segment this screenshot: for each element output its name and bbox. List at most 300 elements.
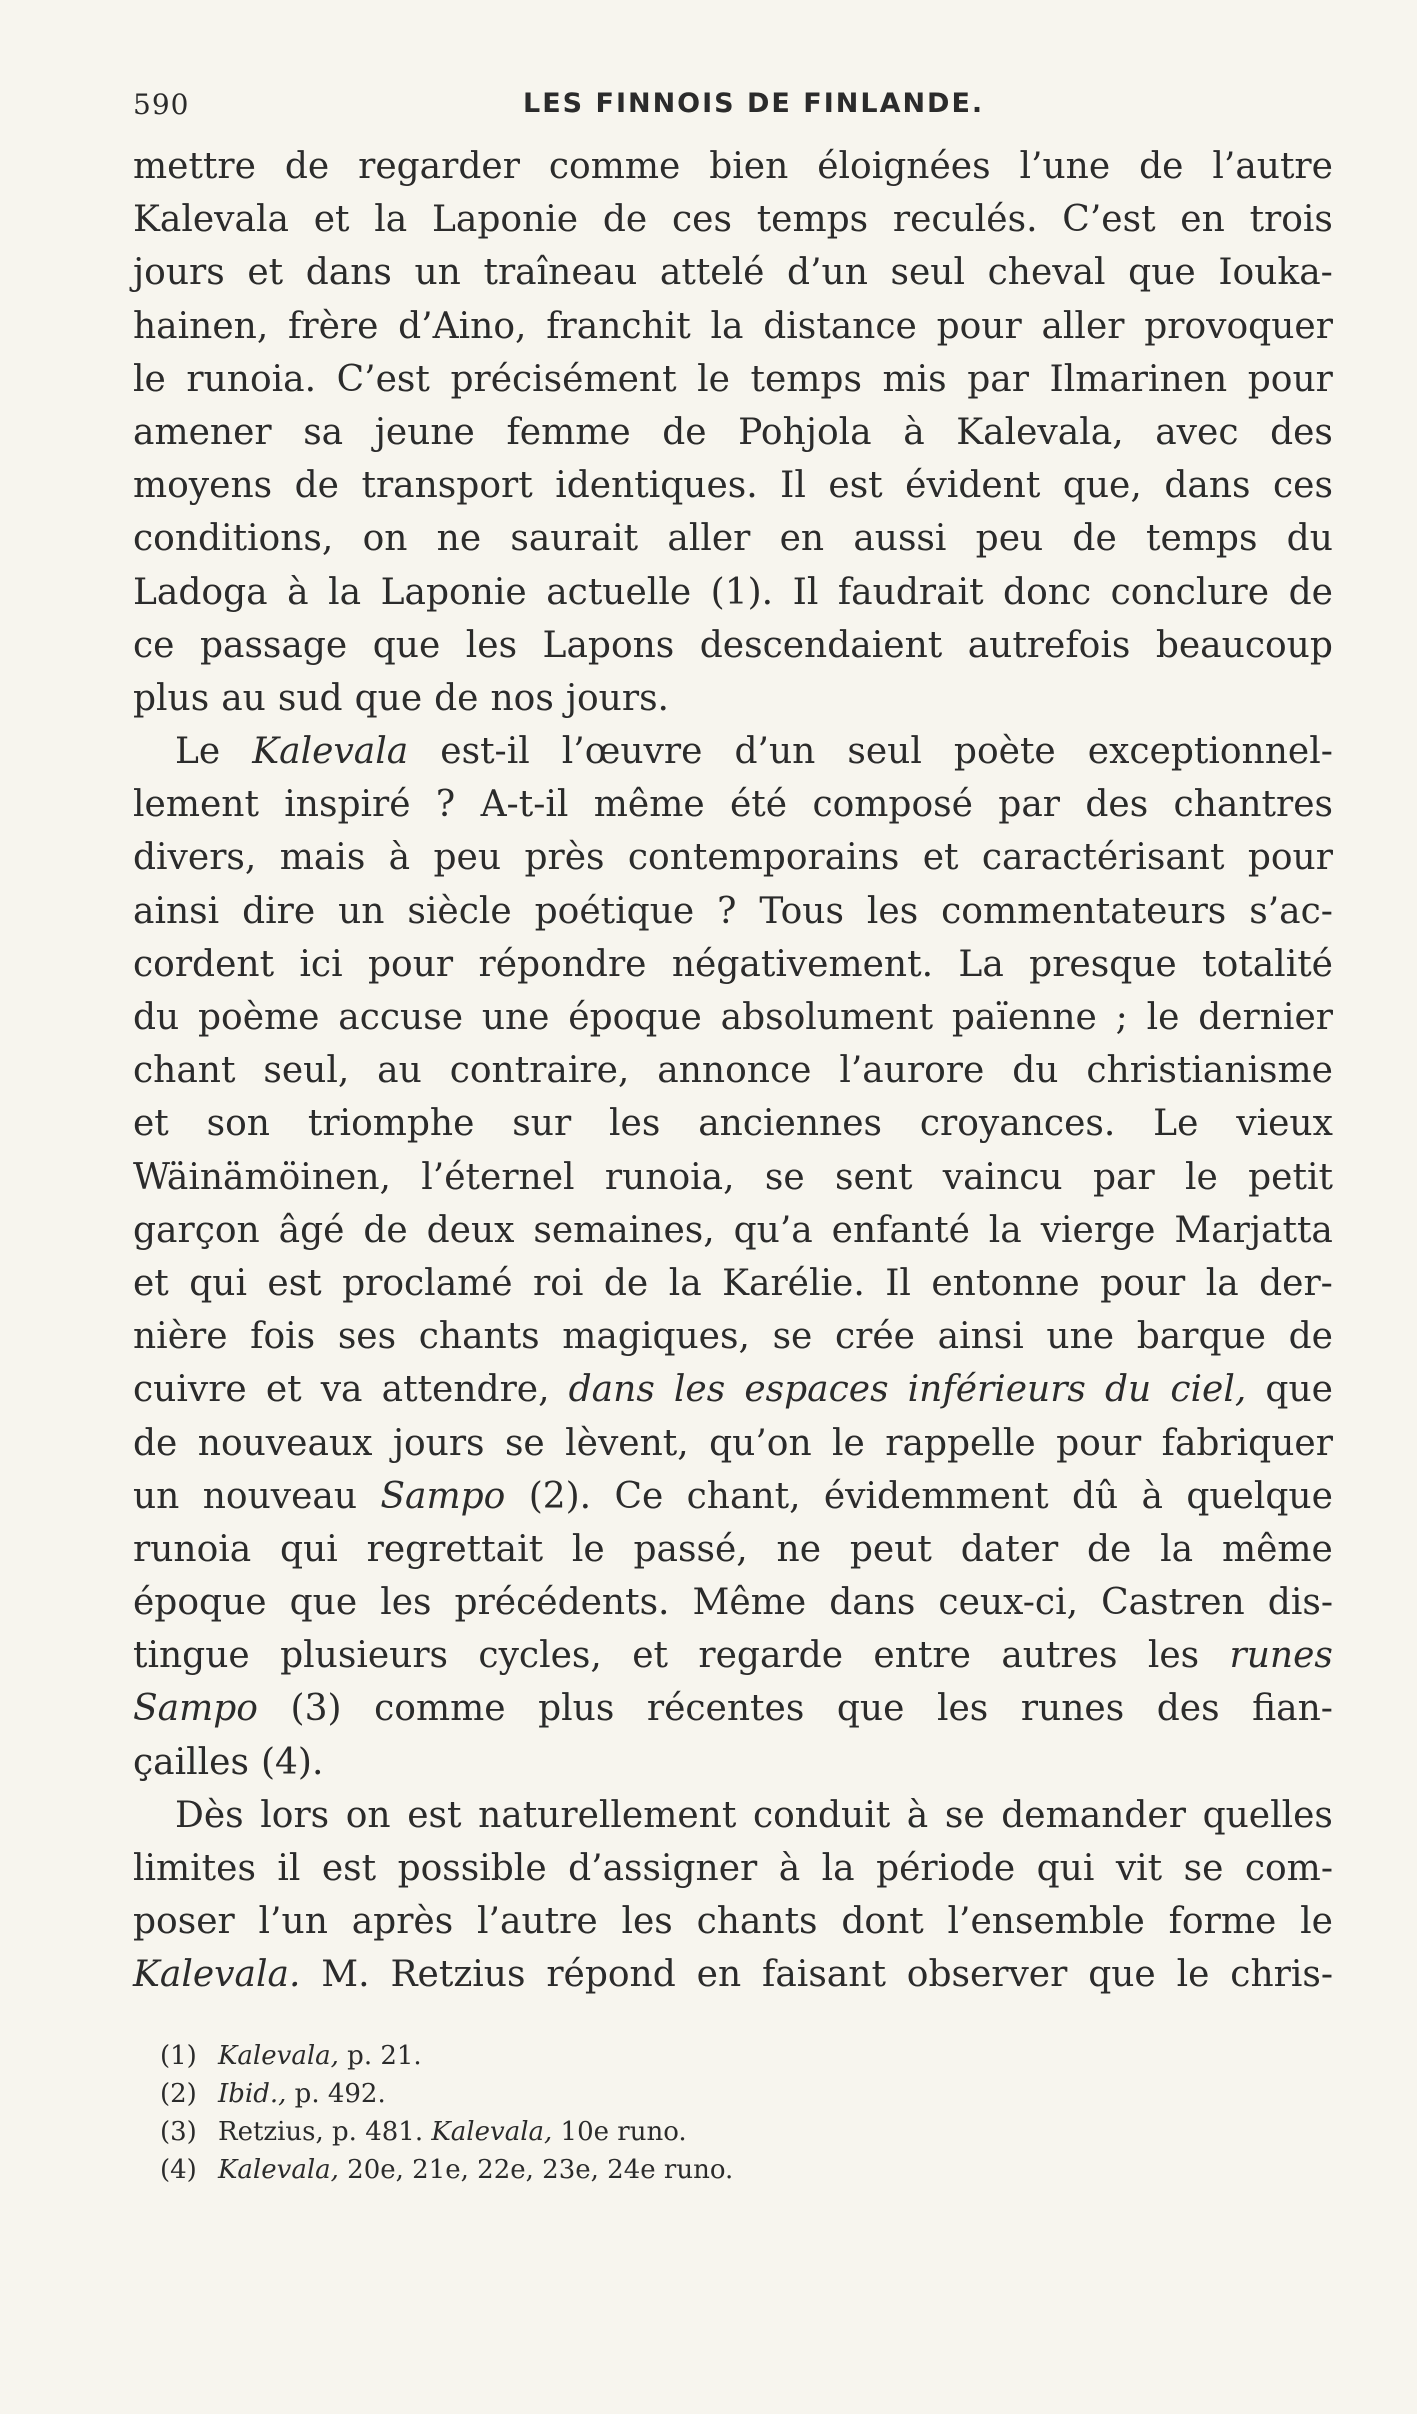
word: barque bbox=[1136, 1316, 1266, 1358]
word: le bbox=[1176, 1954, 1210, 1996]
word: chris- bbox=[1230, 1954, 1333, 1996]
word: plusieurs bbox=[280, 1635, 449, 1677]
word: semaines, bbox=[533, 1209, 715, 1251]
word: sa bbox=[303, 411, 344, 453]
word: la bbox=[1160, 1528, 1194, 1570]
body-line bbox=[133, 672, 1333, 725]
word: et bbox=[313, 199, 350, 241]
word: lèvent, bbox=[565, 1422, 689, 1464]
word: çailles bbox=[133, 1741, 249, 1783]
word: à bbox=[906, 1794, 929, 1836]
word: Laponie bbox=[380, 571, 527, 613]
word: dans bbox=[1164, 465, 1251, 507]
word: reculés. bbox=[892, 199, 1038, 241]
word: absolument bbox=[720, 997, 934, 1038]
word: de bbox=[284, 146, 330, 187]
word: est bbox=[321, 1848, 377, 1889]
word: (4). bbox=[260, 1741, 324, 1783]
word: ainsi bbox=[133, 890, 220, 932]
word: va bbox=[320, 1369, 363, 1411]
word: du bbox=[1286, 518, 1333, 560]
word: siècle bbox=[407, 890, 512, 932]
word: l’aurore bbox=[839, 1050, 985, 1092]
word: limites bbox=[133, 1848, 256, 1889]
word: presque bbox=[1029, 943, 1177, 985]
word: conditions, bbox=[133, 518, 334, 560]
word: Laponie bbox=[432, 199, 579, 241]
footnote-number: (2) bbox=[160, 2079, 197, 2109]
word: forme bbox=[1168, 1901, 1277, 1943]
word: le bbox=[1146, 997, 1180, 1038]
word: faisant bbox=[762, 1954, 886, 1996]
footnote-italic: Kalevala, bbox=[431, 2117, 553, 2147]
word: à bbox=[388, 837, 411, 879]
body-line bbox=[133, 246, 1333, 299]
footnote-italic: Ibid., bbox=[218, 2079, 287, 2109]
word: au bbox=[221, 677, 266, 719]
word: proclamé bbox=[342, 1262, 513, 1304]
word: possible bbox=[397, 1848, 547, 1889]
word: hainen, bbox=[133, 305, 269, 347]
word: jours. bbox=[565, 677, 669, 719]
word: la bbox=[668, 1262, 702, 1304]
word: caractérisant bbox=[981, 837, 1225, 879]
body-line bbox=[133, 1151, 1333, 1204]
word: entre bbox=[873, 1635, 971, 1677]
word: naturellement bbox=[478, 1794, 737, 1836]
word: dû bbox=[1071, 1475, 1119, 1517]
word: un bbox=[414, 252, 461, 294]
word: à bbox=[287, 571, 309, 613]
word: le bbox=[1184, 1156, 1218, 1198]
word: Ilmarinen bbox=[1049, 358, 1228, 400]
word: dire bbox=[242, 890, 316, 932]
word: demander bbox=[1001, 1794, 1186, 1836]
word: plus bbox=[133, 677, 210, 719]
word: jours bbox=[392, 1422, 485, 1464]
word: de bbox=[434, 677, 479, 719]
word: Même bbox=[692, 1582, 807, 1624]
word: chantres bbox=[1173, 784, 1333, 826]
word: chant bbox=[133, 1050, 236, 1092]
word: Sampo bbox=[380, 1475, 506, 1517]
word: et bbox=[632, 1635, 669, 1677]
word: bien bbox=[709, 146, 789, 187]
word: les bbox=[465, 624, 518, 666]
word: s’ac- bbox=[1249, 890, 1333, 932]
body-line bbox=[133, 725, 1333, 778]
footnote-number: (1) bbox=[160, 2041, 197, 2071]
word: pour bbox=[1247, 358, 1333, 400]
word: peu bbox=[975, 518, 1044, 560]
body-line bbox=[133, 1789, 1333, 1842]
word: que, bbox=[1062, 465, 1142, 507]
word: l’œuvre bbox=[561, 731, 703, 773]
word: quelque bbox=[1186, 1475, 1333, 1517]
word: dans bbox=[568, 1369, 655, 1411]
body-line bbox=[133, 1948, 1333, 2001]
word: un bbox=[338, 890, 385, 932]
word: ceux-ci, bbox=[938, 1582, 1079, 1624]
word: par bbox=[967, 358, 1029, 400]
word: cuivre bbox=[133, 1369, 247, 1411]
word: les bbox=[380, 1582, 432, 1624]
word: rappelle bbox=[885, 1422, 1036, 1464]
word: à bbox=[778, 1848, 801, 1889]
word: d’assigner bbox=[568, 1848, 758, 1889]
word: âgé bbox=[278, 1209, 345, 1251]
body-line bbox=[133, 193, 1333, 246]
body-line bbox=[133, 1204, 1333, 1257]
word: qu’a bbox=[733, 1209, 813, 1251]
body-line bbox=[133, 1682, 1333, 1735]
word: est-il bbox=[440, 731, 530, 773]
word: que bbox=[289, 1582, 358, 1624]
word: d’un bbox=[734, 731, 816, 773]
word: le bbox=[571, 1528, 605, 1570]
word: runoia bbox=[133, 1528, 252, 1570]
word: entonne bbox=[931, 1262, 1080, 1304]
body-line bbox=[133, 1363, 1333, 1416]
word: l’ensemble bbox=[947, 1901, 1145, 1943]
word: peu bbox=[433, 837, 502, 879]
word: dernier bbox=[1198, 997, 1333, 1038]
footnote bbox=[160, 2075, 1260, 2113]
word: à bbox=[1141, 1475, 1163, 1517]
word: été bbox=[730, 784, 788, 826]
word: com- bbox=[1244, 1848, 1333, 1889]
word: mis bbox=[882, 358, 947, 400]
word: regrettait bbox=[366, 1528, 544, 1570]
word: vaincu bbox=[942, 1156, 1063, 1198]
word: de bbox=[602, 199, 648, 241]
body-line bbox=[133, 1576, 1333, 1629]
word: roi bbox=[533, 1262, 584, 1304]
word: Il bbox=[885, 1262, 911, 1304]
word: répond bbox=[546, 1954, 676, 1996]
word: le bbox=[133, 358, 166, 400]
body-line bbox=[133, 1257, 1333, 1310]
word: ce bbox=[133, 624, 175, 666]
word: totalité bbox=[1202, 943, 1333, 985]
body-line bbox=[133, 406, 1333, 459]
word: La bbox=[958, 943, 1004, 985]
word: mais bbox=[279, 837, 366, 879]
word: près bbox=[524, 837, 605, 879]
word: runoia. bbox=[186, 358, 317, 400]
word: accuse bbox=[338, 997, 464, 1038]
body-line bbox=[133, 1895, 1333, 1948]
word: évidemment bbox=[823, 1475, 1049, 1517]
word: que bbox=[372, 624, 441, 666]
word: dater bbox=[960, 1528, 1059, 1570]
word: précédents. bbox=[454, 1582, 670, 1624]
body-line bbox=[133, 300, 1333, 353]
word: magiques, bbox=[562, 1316, 750, 1358]
word: cheval bbox=[987, 252, 1106, 294]
word: qui bbox=[189, 1262, 247, 1304]
word: des bbox=[1156, 1688, 1220, 1730]
footnote-text: Retzius, p. 481. bbox=[218, 2117, 432, 2147]
footnote bbox=[160, 2037, 1260, 2075]
word: runoia, bbox=[604, 1156, 735, 1198]
word: tingue bbox=[133, 1635, 250, 1677]
word: de bbox=[363, 1209, 408, 1251]
word: se bbox=[944, 1794, 985, 1836]
word: cycles, bbox=[478, 1635, 602, 1677]
word: ? bbox=[435, 784, 456, 826]
word: beaucoup bbox=[1155, 624, 1333, 666]
word: et bbox=[922, 837, 959, 879]
word: au bbox=[377, 1050, 422, 1092]
word: aussi bbox=[853, 518, 947, 560]
word: précisément bbox=[450, 358, 677, 400]
word: dans bbox=[829, 1582, 916, 1624]
word: se bbox=[1183, 1848, 1224, 1889]
word: une bbox=[481, 997, 550, 1038]
word: inspiré bbox=[284, 784, 411, 826]
word: de bbox=[1288, 1316, 1333, 1358]
word: qui bbox=[280, 1528, 338, 1570]
word: même bbox=[593, 784, 705, 826]
word: passage bbox=[199, 624, 348, 666]
word: que bbox=[1088, 1954, 1156, 1996]
word: est bbox=[828, 465, 883, 507]
word: et bbox=[247, 252, 284, 294]
word: que bbox=[354, 677, 423, 719]
word: récentes bbox=[646, 1688, 805, 1730]
word: se bbox=[772, 1316, 813, 1358]
word: plus bbox=[538, 1688, 615, 1730]
word: que bbox=[836, 1688, 905, 1730]
body-line bbox=[133, 1097, 1333, 1150]
word: les bbox=[621, 1901, 673, 1943]
word: jeune bbox=[374, 411, 475, 453]
word: Pohjola bbox=[738, 411, 872, 453]
word: descendaient bbox=[699, 624, 943, 666]
word: garçon bbox=[133, 1209, 260, 1251]
word: autrefois bbox=[967, 624, 1131, 666]
word: Il bbox=[792, 571, 819, 613]
word: C’est bbox=[1062, 199, 1156, 241]
body-line bbox=[133, 778, 1333, 831]
word: pour bbox=[1100, 1262, 1186, 1304]
word: ainsi bbox=[937, 1316, 1024, 1358]
body-line bbox=[133, 1842, 1333, 1895]
word: chants bbox=[418, 1316, 540, 1358]
word: identiques. bbox=[555, 465, 758, 507]
word: il bbox=[277, 1848, 301, 1889]
word: observer bbox=[906, 1954, 1068, 1996]
word: l’un bbox=[258, 1901, 328, 1943]
word: Il bbox=[780, 465, 806, 507]
word: et bbox=[133, 1262, 169, 1304]
word: fian- bbox=[1252, 1688, 1333, 1730]
word: poser bbox=[133, 1901, 235, 1943]
footnote-italic: Kalevala, bbox=[218, 2041, 339, 2071]
word: de bbox=[133, 1422, 178, 1464]
word: avec bbox=[1155, 411, 1239, 453]
word: Retzius bbox=[390, 1954, 526, 1996]
footnote-number: (4) bbox=[160, 2155, 197, 2185]
word: amener bbox=[133, 411, 272, 453]
word: traîneau bbox=[483, 252, 638, 294]
body-line bbox=[133, 1523, 1333, 1576]
word: ces bbox=[672, 199, 732, 241]
word: de bbox=[662, 411, 707, 453]
body-line bbox=[133, 353, 1333, 406]
word: annonce bbox=[657, 1050, 812, 1092]
word: enfanté bbox=[831, 1209, 970, 1251]
word: M. bbox=[321, 1954, 370, 1996]
body-line bbox=[133, 1044, 1333, 1097]
word: ne bbox=[776, 1528, 822, 1570]
word: païenne bbox=[951, 997, 1097, 1038]
word: une bbox=[1046, 1316, 1115, 1358]
footnote bbox=[160, 2151, 1260, 2189]
word: les bbox=[673, 1369, 726, 1411]
word: ses bbox=[337, 1316, 397, 1358]
footnote bbox=[160, 2113, 1260, 2151]
body-line bbox=[133, 619, 1333, 672]
word: nière bbox=[133, 1316, 228, 1358]
footnote-text: p. 21. bbox=[338, 2041, 422, 2071]
word: d’Aino, bbox=[398, 305, 527, 347]
word: poète bbox=[953, 731, 1056, 773]
footnote-italic: Kalevala, bbox=[218, 2155, 339, 2185]
word: le bbox=[697, 358, 730, 400]
word: pour bbox=[368, 943, 454, 985]
word: nouveaux bbox=[197, 1422, 373, 1464]
word: croyances. bbox=[919, 1103, 1116, 1145]
word: commentateurs bbox=[941, 890, 1227, 932]
footnote-text: p. 492. bbox=[286, 2079, 386, 2109]
word: et bbox=[265, 1369, 302, 1411]
word: chants bbox=[696, 1901, 818, 1943]
word: fabriquer bbox=[1161, 1422, 1333, 1464]
word: de bbox=[1288, 571, 1333, 613]
word: jours bbox=[133, 252, 225, 294]
word: faudrait bbox=[837, 571, 984, 613]
running-title: LES FINNOIS DE FINLANDE. bbox=[523, 88, 985, 119]
body-line bbox=[133, 1470, 1333, 1523]
word: triomphe bbox=[307, 1103, 475, 1145]
word: vieux bbox=[1236, 1103, 1333, 1145]
word: Kalevala. bbox=[133, 1954, 301, 1996]
body-line bbox=[133, 991, 1333, 1044]
word: par bbox=[1092, 1156, 1155, 1198]
word: des bbox=[1270, 411, 1333, 453]
word: franchit bbox=[546, 305, 691, 347]
word: on bbox=[362, 518, 408, 560]
body-line bbox=[133, 1310, 1333, 1363]
word: sur bbox=[512, 1103, 572, 1145]
word: exceptionnel- bbox=[1087, 731, 1333, 773]
word: attelé bbox=[659, 252, 765, 294]
word: transport bbox=[361, 465, 533, 507]
word: de bbox=[603, 1262, 649, 1304]
word: distance bbox=[763, 305, 917, 347]
word: d’un bbox=[787, 252, 868, 294]
word: peut bbox=[849, 1528, 932, 1570]
word: saurait bbox=[510, 518, 639, 560]
word: ? bbox=[717, 890, 737, 932]
body-line bbox=[133, 938, 1333, 991]
body-line bbox=[133, 831, 1333, 884]
word: dont bbox=[841, 1901, 924, 1943]
word: la bbox=[988, 1209, 1022, 1251]
word: Kalevala bbox=[133, 199, 289, 241]
word: Iouka- bbox=[1218, 252, 1333, 294]
word: aller bbox=[667, 518, 751, 560]
word: dis- bbox=[1267, 1582, 1333, 1624]
word: conduit bbox=[752, 1794, 891, 1836]
word: nos bbox=[490, 677, 554, 719]
word: de bbox=[1087, 1528, 1132, 1570]
word: négativement. bbox=[671, 943, 934, 985]
word: à bbox=[903, 411, 925, 453]
word: Lapons bbox=[542, 624, 675, 666]
word: en bbox=[696, 1954, 742, 1996]
word: on bbox=[345, 1794, 391, 1836]
word: christianisme bbox=[1086, 1050, 1333, 1092]
word: autres bbox=[1001, 1635, 1118, 1677]
word: crée bbox=[834, 1316, 915, 1358]
word: femme bbox=[506, 411, 631, 453]
page-number: 590 bbox=[133, 88, 190, 121]
footnote-number: (3) bbox=[160, 2117, 197, 2147]
word: la bbox=[1205, 1262, 1239, 1304]
word: temps bbox=[756, 199, 869, 241]
word: (2). bbox=[528, 1475, 592, 1517]
word: l’une bbox=[1019, 146, 1111, 187]
word: ne bbox=[436, 518, 482, 560]
word: passé, bbox=[633, 1528, 748, 1570]
word: les bbox=[609, 1103, 661, 1145]
word: qui bbox=[1036, 1848, 1095, 1889]
word: la bbox=[374, 199, 408, 241]
word: aller bbox=[1041, 305, 1125, 347]
word: seul bbox=[890, 252, 965, 294]
word: runes bbox=[1020, 1688, 1125, 1730]
word: des bbox=[1085, 784, 1149, 826]
word: la bbox=[710, 305, 744, 347]
body-line bbox=[133, 885, 1333, 938]
word: époque bbox=[568, 997, 702, 1038]
word: période bbox=[876, 1848, 1016, 1889]
word: et bbox=[133, 1103, 169, 1145]
word: qu’on bbox=[709, 1422, 812, 1464]
word: temps bbox=[1146, 518, 1258, 560]
word: pour bbox=[936, 305, 1022, 347]
word: du bbox=[133, 997, 180, 1038]
body-line bbox=[133, 1417, 1333, 1470]
word: Dès bbox=[175, 1794, 244, 1836]
word: provoquer bbox=[1144, 305, 1333, 347]
word: trois bbox=[1249, 199, 1333, 241]
word: divers, bbox=[133, 837, 257, 879]
word: la bbox=[328, 571, 362, 613]
word: anciennes bbox=[698, 1103, 882, 1145]
word: pour bbox=[1247, 837, 1333, 879]
word: mettre bbox=[133, 146, 256, 187]
body-line bbox=[133, 566, 1333, 619]
word: espaces bbox=[744, 1369, 889, 1411]
word: A-t-il bbox=[480, 784, 569, 826]
body-line bbox=[133, 140, 1333, 193]
word: quelles bbox=[1202, 1794, 1333, 1836]
body-text bbox=[133, 140, 1333, 2002]
